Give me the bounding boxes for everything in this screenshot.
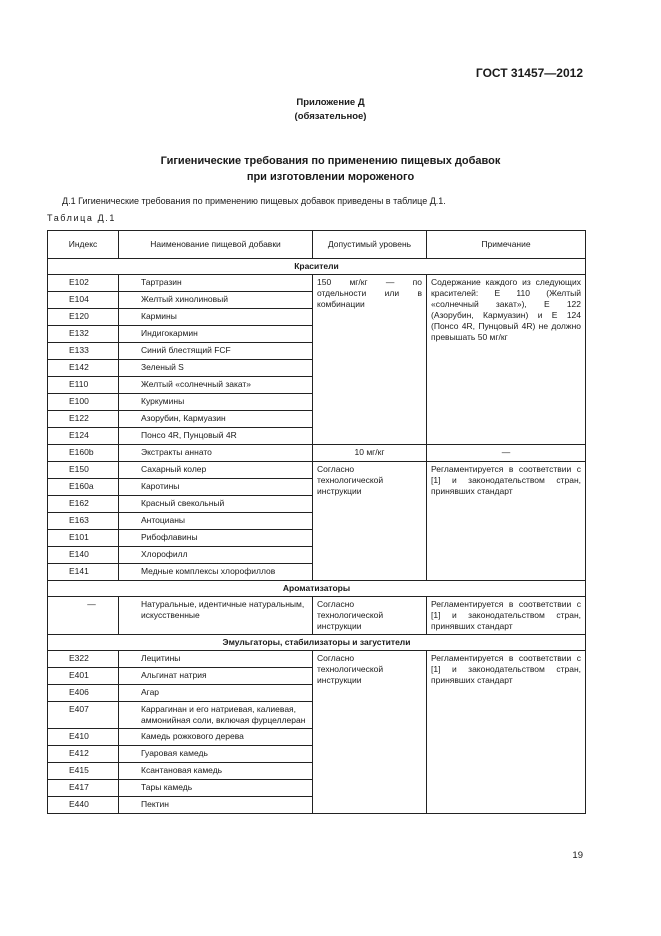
- heading-line-2: при изготовлении мороженого: [246, 171, 415, 183]
- additive-name: Агар: [119, 685, 313, 702]
- additive-index: E410: [48, 729, 119, 746]
- standard-number: ГОСТ 31457—2012: [475, 66, 583, 80]
- additive-index: E406: [48, 685, 119, 702]
- additive-index: E440: [48, 797, 119, 814]
- section-label: Эмульгаторы, стабилизаторы и загустители: [48, 635, 586, 651]
- section-row-emulsifiers: [48, 635, 586, 651]
- additive-index: E322: [48, 651, 119, 668]
- page-number: 19: [572, 850, 583, 861]
- additive-index: E163: [48, 513, 119, 530]
- additive-name: Каррагинан и его натриевая, калиевая, аммонийная соли, включая фурцеллеран: [119, 702, 313, 729]
- additive-name: Ксантановая камедь: [119, 763, 313, 780]
- table-caption: Таблица Д.1: [47, 213, 116, 223]
- additive-name: Желтый хинолиновый: [119, 292, 313, 309]
- additive-name: Тары камедь: [119, 780, 313, 797]
- additive-name: Каротины: [119, 479, 313, 496]
- table-row: [48, 597, 586, 635]
- section-label: Красители: [48, 259, 586, 275]
- table-row: [48, 651, 586, 668]
- additive-index: E120: [48, 309, 119, 326]
- additive-index: E102: [48, 275, 119, 292]
- column-header-index: Индекс: [48, 231, 119, 259]
- annex-title: Приложение Д: [296, 97, 365, 108]
- additive-index: E110: [48, 377, 119, 394]
- section-label: Ароматизаторы: [48, 581, 586, 597]
- table-row: [48, 462, 586, 479]
- additive-index: —: [48, 597, 119, 635]
- column-header-note: Примечание: [427, 231, 586, 259]
- intro-paragraph: Д.1 Гигиенические требования по применению пищевых добавок приведены в таблице Д.1.: [62, 196, 446, 206]
- additive-index: E417: [48, 780, 119, 797]
- additive-name: Пектин: [119, 797, 313, 814]
- note: —: [427, 445, 586, 462]
- additive-name: Желтый «солнечный закат»: [119, 377, 313, 394]
- additive-name: Гуаровая камедь: [119, 746, 313, 763]
- additive-name: Кармины: [119, 309, 313, 326]
- additive-name: Красный свекольный: [119, 496, 313, 513]
- additive-name: Натуральные, идентичные натуральным, искусственные: [119, 597, 313, 635]
- additive-name: Понсо 4R, Пунцовый 4R: [119, 428, 313, 445]
- additive-index: E132: [48, 326, 119, 343]
- additive-index: E141: [48, 564, 119, 581]
- additive-name: Альгинат натрия: [119, 668, 313, 685]
- heading-line-1: Гигиенические требования по применению пищевых добавок: [160, 155, 501, 167]
- permitted-level: Согласно технологической инструкции: [313, 597, 427, 635]
- additive-name: Хлорофилл: [119, 547, 313, 564]
- note: Содержание каждого из следующих красителей: Е 110 (Желтый «солнечный закат»), Е 122 (Азорубин, Кармуазин) и Е 124 (Понсо 4R, Пунцовый 4R) не должно превышать 50 мг/кг: [427, 275, 586, 445]
- additive-index: E124: [48, 428, 119, 445]
- additive-name: Синий блестящий FCF: [119, 343, 313, 360]
- additive-name: Антоцианы: [119, 513, 313, 530]
- section-row-colors: [48, 259, 586, 275]
- additive-name: Азорубин, Кармуазин: [119, 411, 313, 428]
- table-header-row: [48, 231, 586, 259]
- permitted-level: Согласно технологической инструкции: [313, 651, 427, 814]
- additive-index: E133: [48, 343, 119, 360]
- additive-index: E122: [48, 411, 119, 428]
- section-row-flavors: [48, 581, 586, 597]
- additive-name: Куркумины: [119, 394, 313, 411]
- additive-name: Медные комплексы хлорофиллов: [119, 564, 313, 581]
- additive-index: E142: [48, 360, 119, 377]
- permitted-level: Согласно технологической инструкции: [313, 462, 427, 581]
- additive-name: Рибофлавины: [119, 530, 313, 547]
- additive-name: Тартразин: [119, 275, 313, 292]
- annex-status: (обязательное): [294, 111, 367, 122]
- note: Регламентируется в соответствии с [1] и законодательством стран, принявших стандарт: [427, 597, 586, 635]
- permitted-level: 10 мг/кг: [313, 445, 427, 462]
- additive-name: Камедь рожкового дерева: [119, 729, 313, 746]
- additive-name: Экстракты аннато: [119, 445, 313, 462]
- additive-name: Индигокармин: [119, 326, 313, 343]
- section-heading: [0, 153, 661, 185]
- column-header-name: Наименование пищевой добавки: [119, 231, 313, 259]
- food-additives-table: [47, 230, 586, 814]
- additive-index: E100: [48, 394, 119, 411]
- additive-index: E412: [48, 746, 119, 763]
- note: Регламентируется в соответствии с [1] и законодательством стран, принявших стандарт: [427, 462, 586, 581]
- additive-index: E140: [48, 547, 119, 564]
- permitted-level: 150 мг/кг — по отдельности или в комбинации: [313, 275, 427, 445]
- additive-index: E160b: [48, 445, 119, 462]
- additive-index: E162: [48, 496, 119, 513]
- column-header-level: Допустимый уровень: [313, 231, 427, 259]
- additive-name: Зеленый S: [119, 360, 313, 377]
- additive-name: Лецитины: [119, 651, 313, 668]
- table-row: [48, 275, 586, 292]
- additive-index: E415: [48, 763, 119, 780]
- additive-index: E160a: [48, 479, 119, 496]
- additive-index: E401: [48, 668, 119, 685]
- additive-index: E150: [48, 462, 119, 479]
- additive-name: Сахарный колер: [119, 462, 313, 479]
- additive-index: E101: [48, 530, 119, 547]
- additive-index: E407: [48, 702, 119, 729]
- note: Регламентируется в соответствии с [1] и законодательством стран, принявших стандарт: [427, 651, 586, 814]
- additive-index: E104: [48, 292, 119, 309]
- table-row: [48, 445, 586, 462]
- annex-block: [0, 96, 661, 124]
